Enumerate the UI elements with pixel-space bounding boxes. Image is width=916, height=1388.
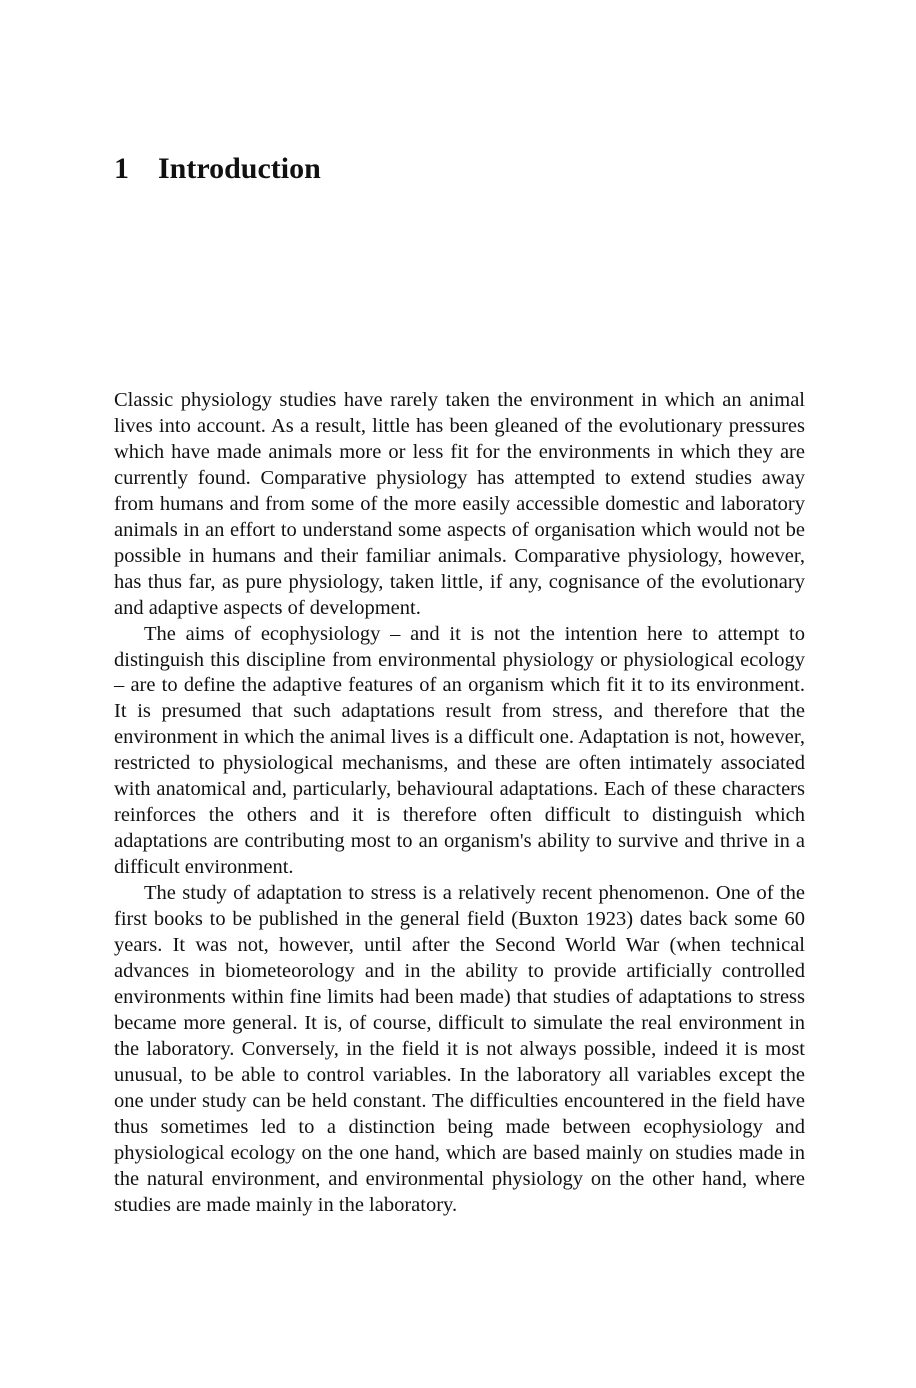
body-text [114, 388, 805, 1219]
chapter-number: 1 [114, 152, 129, 185]
paragraph: Classic physiology studies have rarely taken the environment in which an animal lives into account. As a result, little has been gleaned of the evolutionary pressures which have made animals more or less fit for the environments in which they are currently found. Comparative physiology has attempted to extend studies away from humans and from some of the more easily accessible domestic and laboratory animals in an effort to understand some aspects of organisation which would not be possible in humans and their familiar animals. Comparative physiology, however, has thus far, as pure physiology, taken little, if any, cognisance of the evolutionary and adaptive aspects of development. [114, 389, 805, 619]
chapter-title: Introduction [158, 152, 321, 185]
paragraph: The study of adaptation to stress is a relatively recent phenomenon. One of the first books to be published in the general field (Buxton 1923) dates back some 60 years. It was not, however, until after the Second World War (when technical advances in biometeorology and in the ability to provide artificially controlled environments within fine limits had been made) that studies of adaptations to stress became more general. It is, of course, difficult to simulate the real environment in the laboratory. Conversely, in the field it is not always possible, indeed it is most unusual, to be able to control variables. In the laboratory all variables except the one under study can be held constant. The difficulties encountered in the field have thus sometimes led to a distinction being made between ecophysiology and physiological ecology on the one hand, which are based mainly on studies made in the natural environment, and environmental physiology on the other hand, where studies are made mainly in the laboratory. [114, 882, 805, 1216]
paragraph: The aims of ecophysiology – and it is not the intention here to attempt to distinguish this discipline from environmental physiology or physiological ecology – are to define the adaptive features of an organism which fit it to its environment. It is presumed that such adaptations result from stress, and therefore that the environment in which the animal lives is a difficult one. Adaptation is not, however, restricted to physiological mechanisms, and these are often intimately associated with anatomical and, particularly, behavioural adaptations. Each of these characters reinforces the others and it is therefore often difficult to distinguish which adaptations are contributing most to an organism's ability to survive and thrive in a difficult environment. [114, 622, 805, 879]
chapter-heading [114, 150, 321, 188]
